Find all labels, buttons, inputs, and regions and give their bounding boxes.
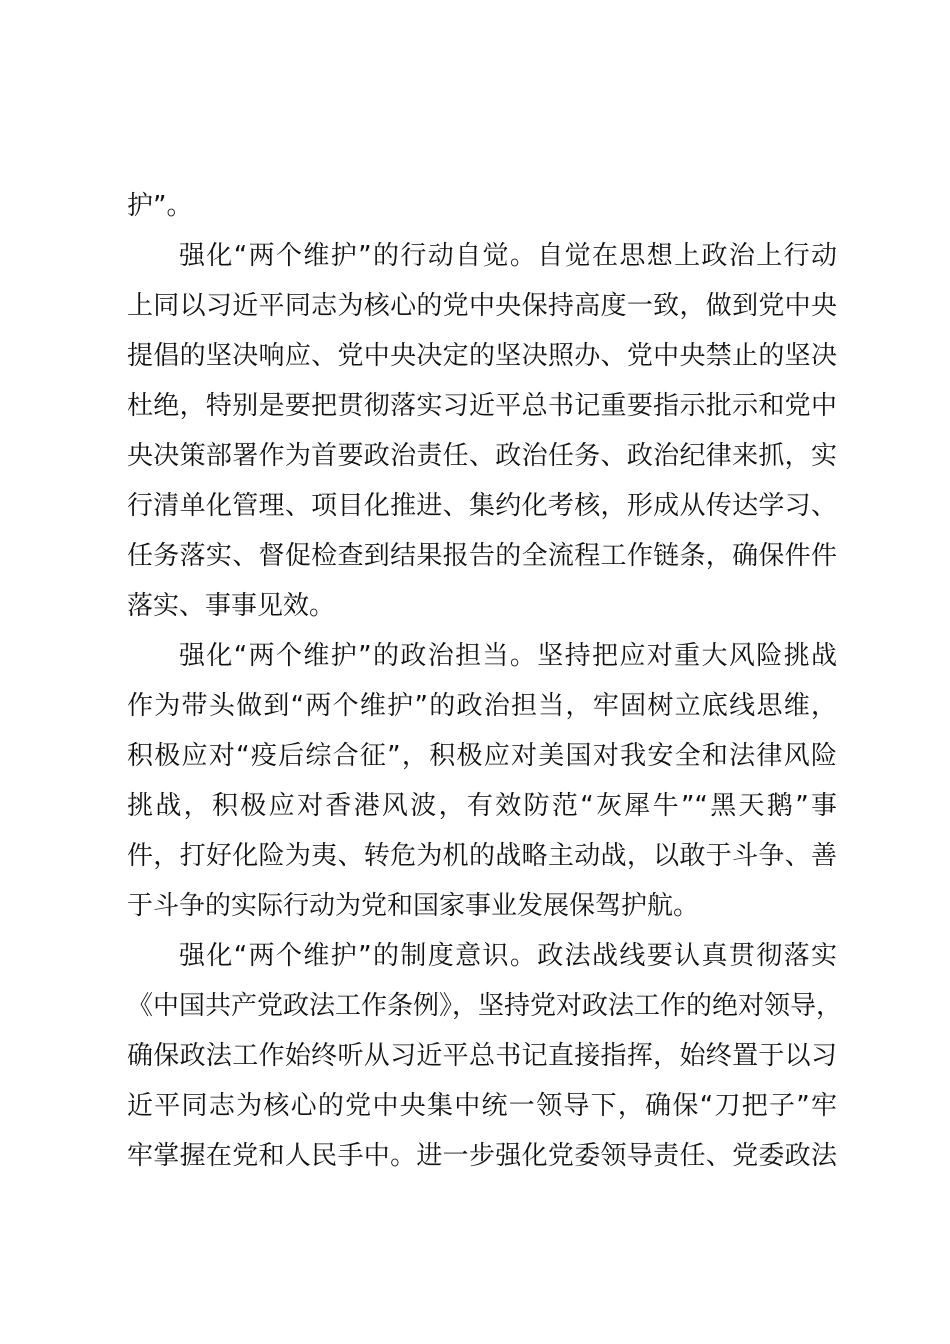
text-line-13: 挑战，积极应对香港风波，有效防范“灰犀牛”“黑天鹅”事 [127,791,837,821]
text-line-20: 牢掌握在党和人民手中。进一步强化党委领导责任、党委政法 [127,1141,837,1171]
text-line-12: 积极应对“疫后综合征”，积极应对美国对我安全和法律风险 [127,741,837,771]
text-line-19: 近平同志为核心的党中央集中统一领导下，确保“刀把子”牢 [127,1091,837,1121]
text-line-4: 提倡的坚决响应、党中央决定的坚决照办、党中央禁止的坚决 [127,341,837,371]
text-line-15: 于斗争的实际行动为党和国家事业发展保驾护航。 [127,891,700,921]
text-line-7: 行清单化管理、项目化推进、集约化考核，形成从传达学习、 [127,491,837,521]
text-line-18: 确保政法工作始终听从习近平总书记直接指挥，始终置于以习 [127,1041,837,1071]
text-line-6: 央决策部署作为首要政治责任、政治任务、政治纪律来抓，实 [127,441,837,471]
text-line-16: 强化“两个维护”的制度意识。政法战线要认真贯彻落实 [179,941,837,971]
text-line-10: 强化“两个维护”的政治担当。坚持把应对重大风险挑战 [179,641,837,671]
text-line-14: 件，打好化险为夷、转危为机的战略主动战，以敢于斗争、善 [127,841,837,871]
text-line-11: 作为带头做到“两个维护”的政治担当，牢固树立底线思维， [127,691,837,721]
text-line-8: 任务落实、督促检查到结果报告的全流程工作链条，确保件件 [127,541,837,571]
text-line-2: 强化“两个维护”的行动自觉。自觉在思想上政治上行动 [179,241,837,271]
text-line-5: 杜绝，特别是要把贯彻落实习近平总书记重要指示批示和党中 [127,391,837,421]
document-body [127,181,843,1181]
text-line-3: 上同以习近平同志为核心的党中央保持高度一致，做到党中央 [127,291,837,321]
text-line-17: 《中国共产党政法工作条例》，坚持党对政法工作的绝对领导， [127,991,843,1021]
text-line-1: 护”。 [127,191,193,221]
text-line-9: 落实、事事见效。 [127,591,336,621]
